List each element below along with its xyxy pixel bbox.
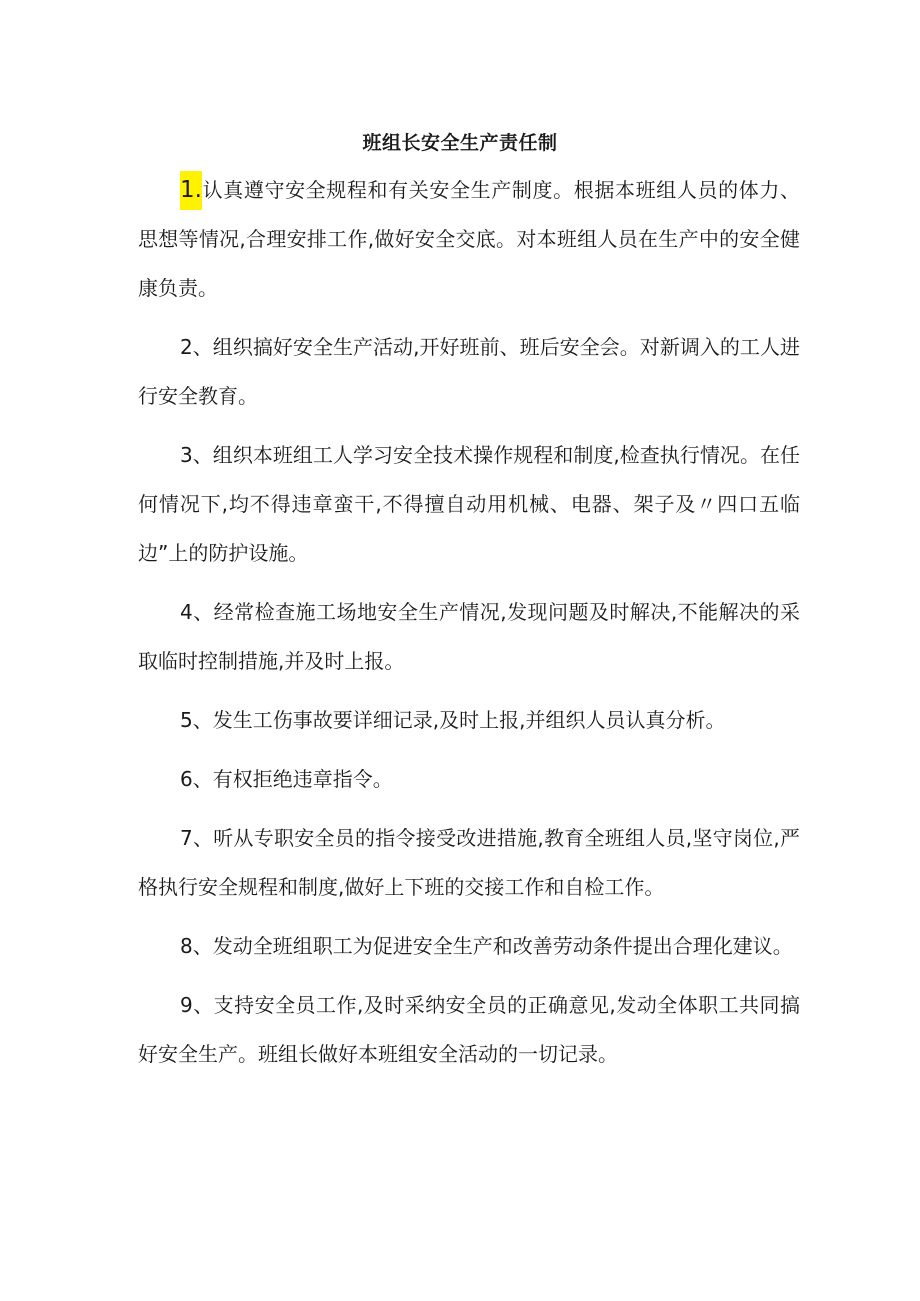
item-text: 听从专职安全员的指令接受改进措施,教育全班组人员,坚守岗位,严格执行安全规程和制度,做好上下班的交接工作和自检工作。 [138,826,800,899]
item-text: 认真遵守安全规程和有关安全生产制度。根据本班组人员的体力、思想等情况,合理安排工作,做好安全交底。对本班组人员在生产中的安全健康负责。 [138,178,800,300]
list-item-6 [138,755,800,804]
list-item-8 [138,922,800,971]
item-text: 发动全班组职工为促进安全生产和改善劳动条件提出合理化建议。 [212,934,793,958]
item-number: 4、 [180,600,214,624]
list-item-7 [138,814,800,912]
item-number: 3、 [180,443,213,467]
item-number: 2、 [180,335,213,359]
item-number: 7、 [180,826,214,850]
item-text: 组织搞好安全生产活动,开好班前、班后安全会。对新调入的工人进行安全教育。 [138,335,801,408]
document-body [138,166,800,1089]
item-text: 有权拒绝违章指令。 [212,767,393,791]
list-item-9 [138,981,800,1079]
item-text: 支持安全员工作,及时采纳安全员的正确意见,发动全体职工共同搞好安全生产。班组长做好本班组安全活动的一切记录。 [138,993,800,1066]
list-item-3 [138,431,800,578]
document-title: 班组长安全生产责任制 [362,132,558,154]
item-text: 发生工伤事故要详细记录,及时上报,并组织人员认真分析。 [212,708,726,732]
item-text: 组织本班组工人学习安全技术操作规程和制度,检查执行情况。在任何情况下,均不得违章蛮干,不得擅自动用机械、电器、架子及〃四口五临边”上的防护设施。 [138,443,801,565]
list-item-4 [138,588,800,686]
list-item-1 [138,166,800,313]
list-item-2 [138,323,800,421]
item-number: 5、 [180,708,213,732]
item-number: 6、 [180,767,213,791]
list-item-5 [138,696,800,745]
item-text: 经常检查施工场地安全生产情况,发现问题及时解决,不能解决的采取临时控制措施,并及时上报。 [138,600,800,673]
item-number-highlighted: 1. [180,171,202,210]
item-number: 8、 [180,934,213,958]
item-number: 9、 [180,993,214,1017]
